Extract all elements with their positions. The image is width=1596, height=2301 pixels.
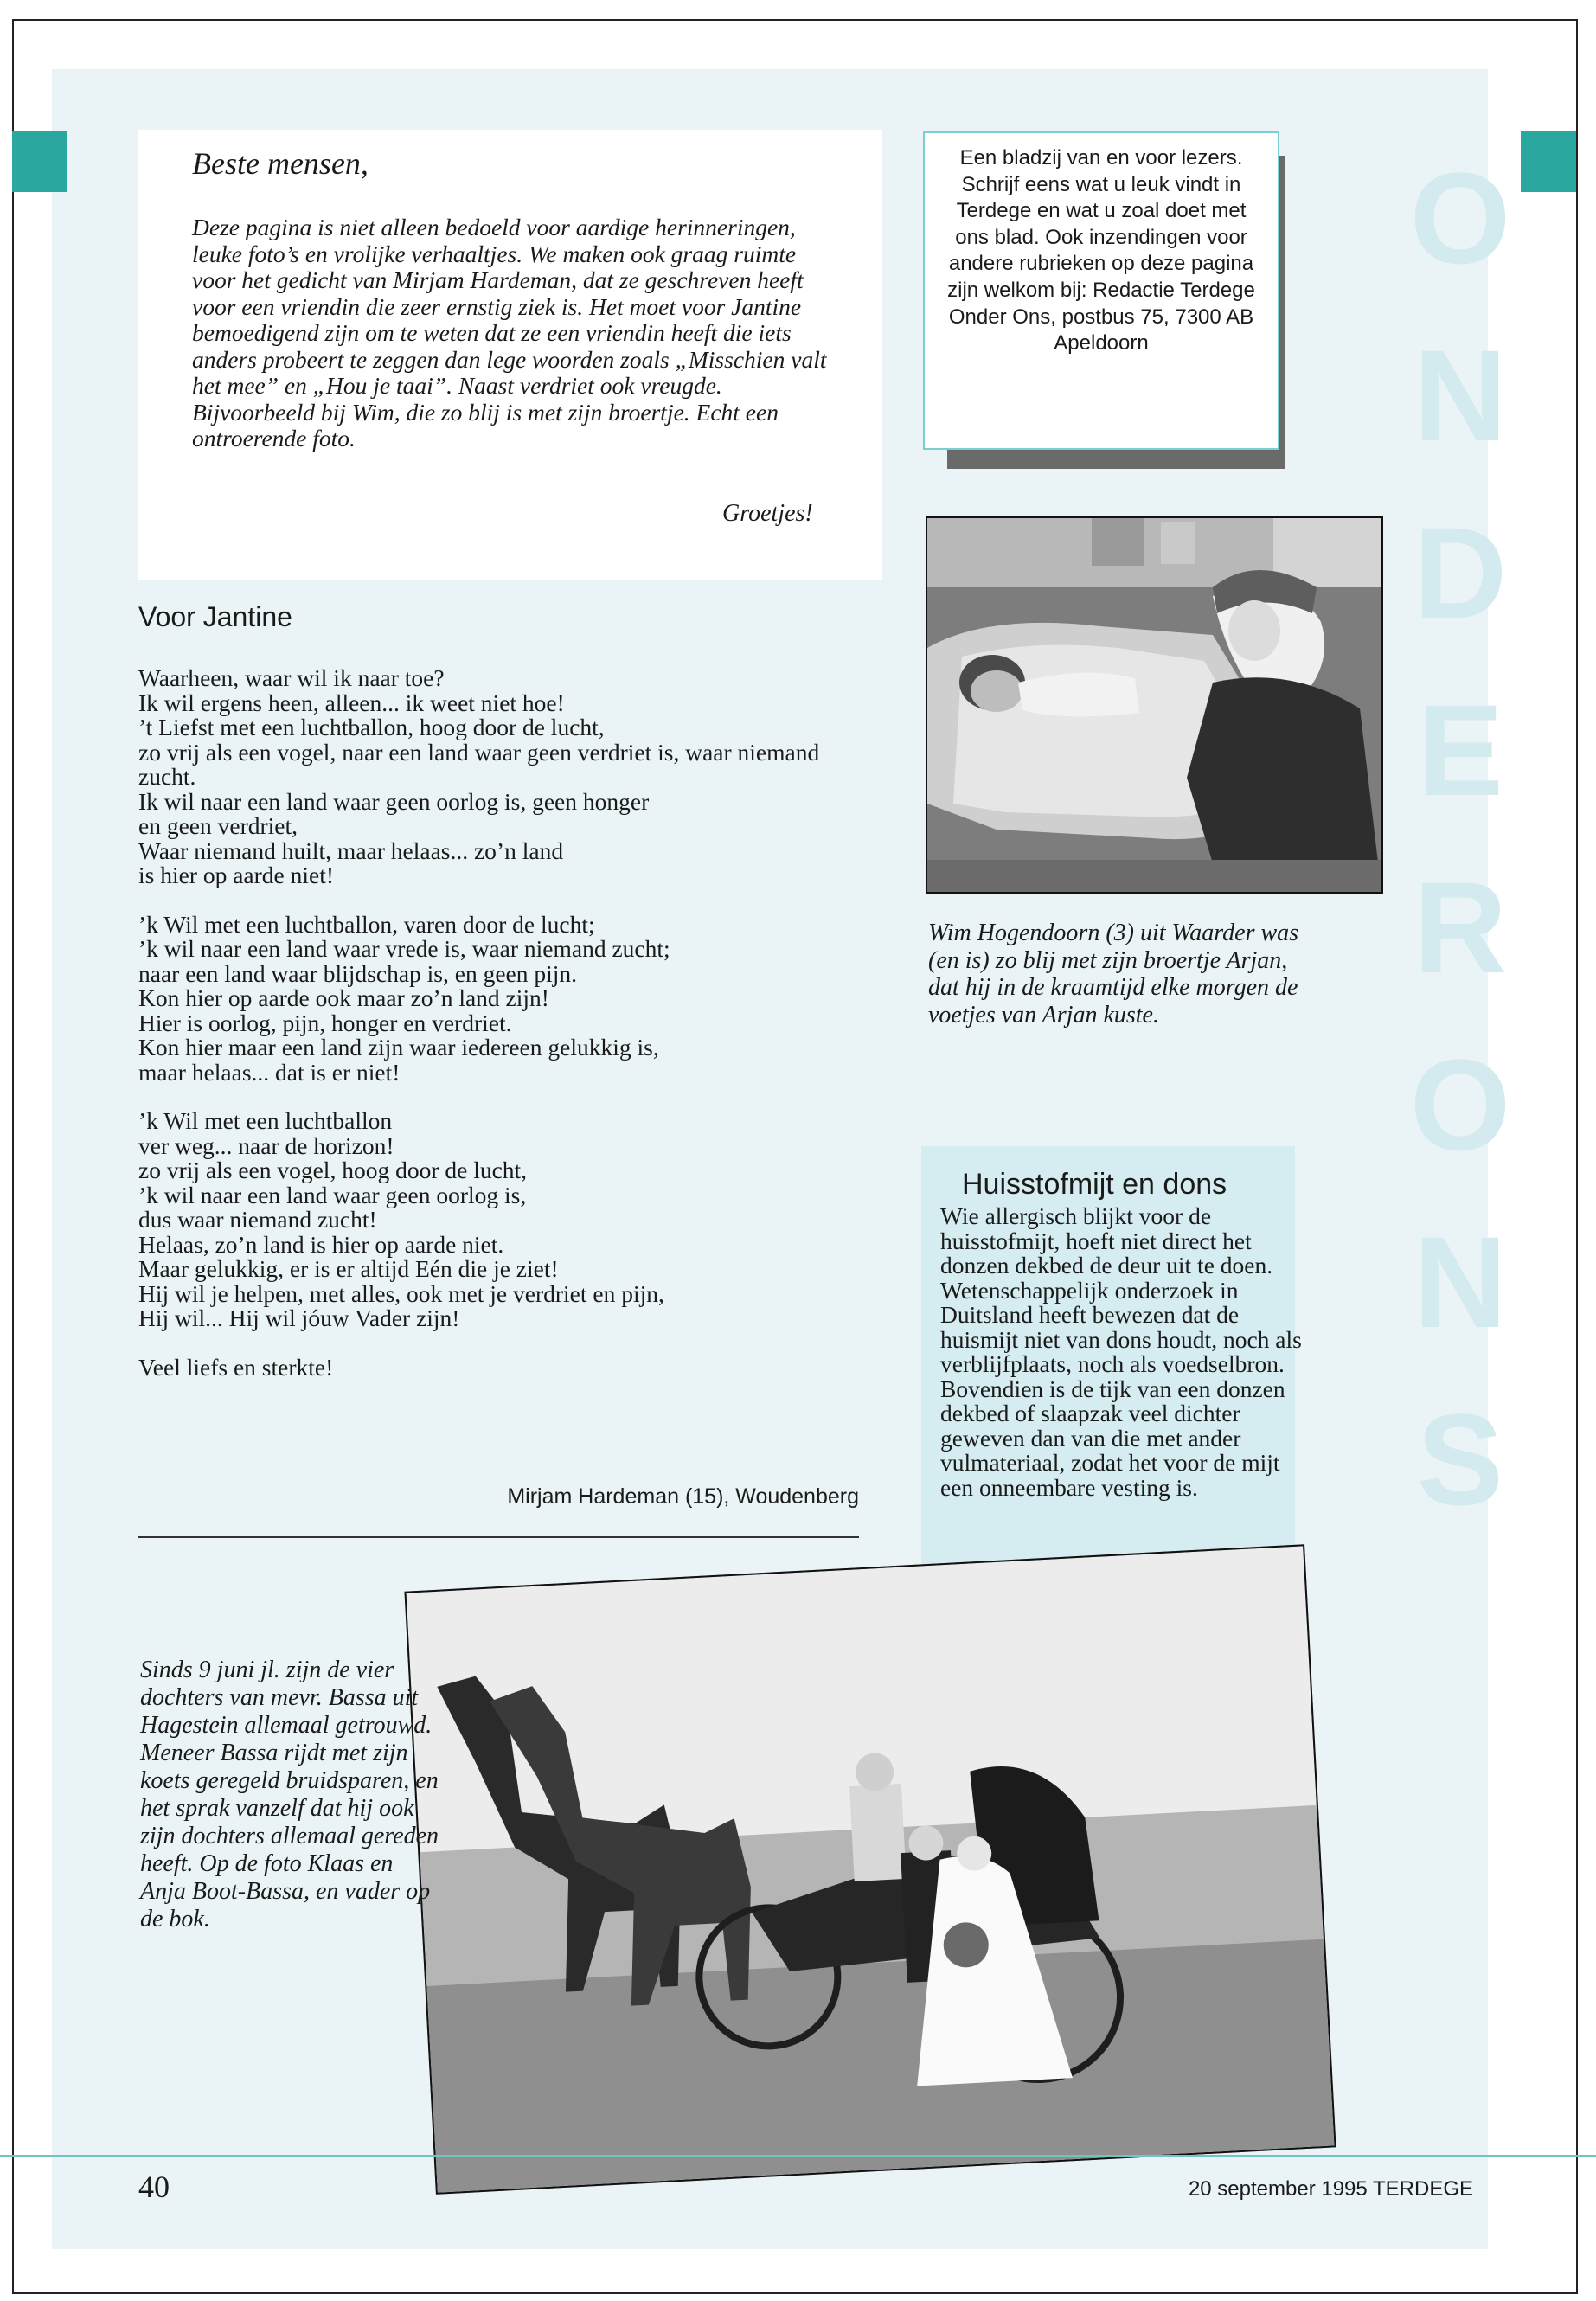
poem-line: naar een land waar blijdschap is, en geen pijn. bbox=[138, 959, 578, 987]
intro-heading: Beste mensen, bbox=[192, 146, 369, 181]
poem-stanza bbox=[138, 1353, 865, 1381]
poem-line: maar helaas... dat is er niet! bbox=[138, 1058, 401, 1086]
footer-rule bbox=[0, 2155, 1596, 2157]
photo-horse-carriage bbox=[404, 1544, 1336, 2195]
poem-line: Kon hier op aarde ook maar zo’n land zijn! bbox=[138, 984, 549, 1011]
poem-stanza bbox=[138, 666, 865, 888]
photo-boy-with-baby bbox=[926, 516, 1383, 894]
poem-title: Voor Jantine bbox=[138, 601, 292, 632]
poem-line: Hier is oorlog, pijn, honger en verdriet. bbox=[138, 1009, 512, 1036]
poem-line: en geen verdriet, bbox=[138, 812, 298, 839]
poem-line: ’k Wil met een luchtballon, varen door de lucht; bbox=[138, 910, 595, 938]
divider-line bbox=[138, 1536, 859, 1538]
poem-line: ’k Wil met een luchtballon bbox=[138, 1107, 393, 1134]
poem-line: Maar gelukkig, er is er altijd Eén die je ziet! bbox=[138, 1255, 559, 1282]
poem-line: Kon hier maar een land zijn waar iedereen gelukkig is, bbox=[138, 1034, 659, 1061]
footer-date: 20 september 1995 TERDEGE bbox=[1188, 2177, 1473, 2201]
sidebar-title: Huisstofmijt en dons bbox=[962, 1168, 1227, 1201]
poem-line: ’k wil naar een land waar vrede is, waar niemand zucht; bbox=[138, 935, 670, 962]
poem-author: Mirjam Hardeman (15), Woudenberg bbox=[507, 1484, 859, 1509]
poem-line: Ik wil ergens heen, alleen... ik weet niet hoe! bbox=[138, 689, 565, 716]
poem-line: ’t Liefst met een luchtballon, hoog door de lucht, bbox=[138, 714, 605, 740]
color-tab-left bbox=[12, 131, 67, 192]
section-name-letter: D bbox=[1413, 500, 1508, 645]
intro-signoff: Groetjes! bbox=[722, 500, 813, 527]
poem-line: Hij wil je helpen, met alles, ook met je verdriet en pijn, bbox=[138, 1279, 664, 1307]
poem-line: Ik wil naar een land waar geen oorlog is, geen honger bbox=[138, 787, 650, 815]
section-name-letter: N bbox=[1413, 1209, 1508, 1355]
poem-line: dus waar niemand zucht! bbox=[138, 1206, 377, 1233]
poem bbox=[138, 666, 865, 1404]
photo-horse-carriage-image bbox=[407, 1546, 1335, 2192]
section-name-letter: S bbox=[1416, 1387, 1504, 1532]
section-name-letter: O bbox=[1409, 1032, 1511, 1177]
section-name-letter: E bbox=[1416, 677, 1504, 823]
poem-line: zo vrij als een vogel, naar een land waar geen verdriet is, waar niemand zucht. bbox=[138, 738, 820, 790]
poem-line: ver weg... naar de horizon! bbox=[138, 1131, 394, 1159]
section-name-vertical bbox=[1382, 130, 1538, 1548]
poem-line: Helaas, zo’n land is hier op aarde niet. bbox=[138, 1230, 504, 1258]
section-name-letter: R bbox=[1413, 855, 1508, 1000]
poem-line: Waarheen, waar wil ik naar toe? bbox=[138, 664, 445, 691]
poem-line: Hij wil... Hij wil jóuw Vader zijn! bbox=[138, 1304, 460, 1331]
info-box: Een bladzij van en voor lezers. Schrijf eens wat u leuk vindt in Terdege en wat u zoal doet met ons blad. Ook inzendingen voor andere rubrieken op deze pagina zijn welkom bij: Redactie Terdege Onder Ons, postbus 75, 7300 AB Apeldoorn bbox=[923, 131, 1279, 450]
section-name-letter: N bbox=[1413, 323, 1508, 468]
poem-line: Waar niemand huilt, maar helaas... zo’n land bbox=[138, 836, 564, 864]
section-name-letter: O bbox=[1409, 145, 1511, 291]
poem-stanza bbox=[138, 1109, 865, 1331]
poem-line: is hier op aarde niet! bbox=[138, 862, 335, 888]
photo-carriage-caption: Sinds 9 juni jl. zijn de vier dochters van mevr. Bassa uit Hagestein allemaal getrouwd. Meneer Bassa rijdt met zijn koets geregeld bruidsparen, en het sprak vanzelf dat hij ook zijn dochters allemaal gereden heeft. Op de foto Klaas en Anja Boot-Bassa, en vader op de bok. bbox=[140, 1657, 439, 1932]
poem-line: zo vrij als een vogel, hoog door de lucht, bbox=[138, 1157, 528, 1183]
poem-stanza bbox=[138, 910, 865, 1086]
poem-closing: Veel liefs en sterkte! bbox=[138, 1353, 334, 1381]
poem-line: ’k wil naar een land waar geen oorlog is, bbox=[138, 1181, 527, 1208]
page-number: 40 bbox=[138, 2170, 170, 2204]
intro-text: Deze pagina is niet alleen bedoeld voor aardige herinneringen, leuke foto’s en vrolijke verhaaltjes. We maken ook graag ruimte voor het gedicht van Mirjam Hardeman, dat ze geschreven heeft voor een vriendin die zeer ernstig ziek is. Het moet voor Jantine bemoedigend zijn om te weten dat ze een vriendin heeft die iets anders probeert te zeggen dan lege woorden zoals „Misschien valt het mee” en „Hou je taai”. Naast verdriet ook vreugde. Bijvoorbeeld bij Wim, die zo blij is met zijn broertje. Echt een ontroerende foto. bbox=[192, 214, 827, 452]
photo-boy-caption: Wim Hogendoorn (3) uit Waarder was (en is) zo blij met zijn broertje Arjan, dat hij in de kraamtijd elke morgen de voetjes van Arjan kuste. bbox=[928, 920, 1299, 1029]
sidebar-text: Wie allergisch blijkt voor de huisstofmijt, hoeft niet direct het donzen dekbed de deur uit te doen. Wetenschappelijk onderzoek in Duitsland heeft bewezen dat de huismijt niet van dons houdt, noch als verblijfplaats, noch als voedselbron. Bovendien is de tijk van een donzen dekbed of slaapzak veel dichter geweven dan van die met ander vulmateriaal, zodat het voor de mijt een onneembare vesting is. bbox=[940, 1202, 1302, 1501]
photo-boy-with-baby-image bbox=[927, 518, 1381, 892]
